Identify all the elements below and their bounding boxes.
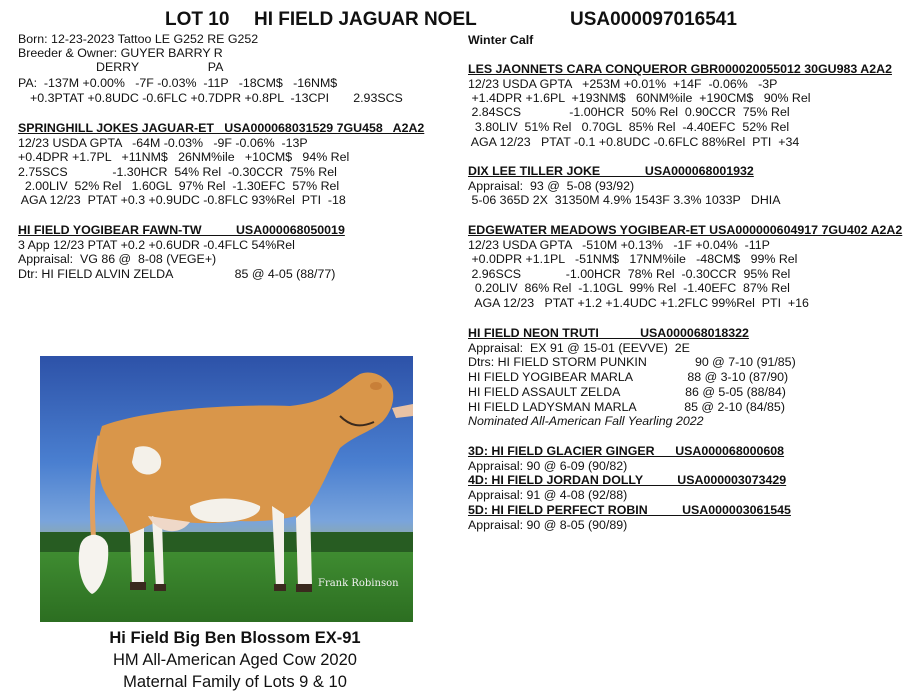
dam-line: Appraisal: VG 86 @ 8-08 (VEGE+) bbox=[18, 252, 217, 266]
fourth-dam-heading: 4D: HI FIELD JORDAN DOLLY USA000003073429 bbox=[468, 473, 787, 487]
paternal-grandsire-line: 12/23 USDA GPTA +253M +0.01% +14F -0.06% -3P bbox=[468, 77, 778, 91]
maternal-granddam-line: HI FIELD YOGIBEAR MARLA 88 @ 3-10 (87/90) bbox=[468, 370, 789, 384]
maternal-granddam-line: Appraisal: EX 91 @ 15-01 (EEVVE) 2E bbox=[468, 341, 690, 355]
cow-photo bbox=[40, 356, 413, 622]
class-label: Winter Calf bbox=[468, 33, 534, 47]
paternal-grandsire-line: AGA 12/23 PTAT -0.1 +0.8UDC -0.6FLC 88%Rel PTI +34 bbox=[468, 135, 800, 149]
pa-line-2: +0.3PTAT +0.8UDC -0.6FLC +0.7DPR +0.8PL -13CPI 2.93SCS bbox=[30, 91, 403, 105]
maternal-grandsire-heading: EDGEWATER MEADOWS YOGIBEAR-ET USA000000604917 7GU402 A2A2 bbox=[468, 223, 903, 237]
lot-number: LOT 10 bbox=[165, 9, 230, 30]
maternal-granddam-heading: HI FIELD NEON TRUTI USA000068018322 bbox=[468, 326, 749, 340]
maternal-granddam-line: HI FIELD ASSAULT ZELDA 86 @ 5-05 (88/84) bbox=[468, 385, 786, 399]
photo-caption-family: Maternal Family of Lots 9 & 10 bbox=[123, 673, 347, 691]
registration-number: USA000097016541 bbox=[570, 9, 737, 30]
maternal-granddam-line: HI FIELD LADYSMAN MARLA 85 @ 2-10 (84/85) bbox=[468, 400, 785, 414]
maternal-grandsire-line: +0.0DPR +1.1PL -51NM$ 17NM%ile -48CM$ 99% Rel bbox=[468, 252, 798, 266]
fourth-dam-appraisal: Appraisal: 91 @ 4-08 (92/88) bbox=[468, 488, 628, 502]
third-dam-heading: 3D: HI FIELD GLACIER GINGER USA000068000608 bbox=[468, 444, 785, 458]
pa-line-1: PA: -137M +0.00% -7F -0.03% -11P -18CM$ -16NM$ bbox=[18, 76, 338, 90]
sire-line: 2.75SCS -1.30HCR 54% Rel -0.30CCR 75% Rel bbox=[18, 165, 337, 179]
born-line: Born: 12-23-2023 Tattoo LE G252 RE G252 bbox=[18, 32, 259, 46]
maternal-grandsire-line: 2.96SCS -1.00HCR 78% Rel -0.30CCR 95% Rel bbox=[468, 267, 791, 281]
dam-heading: HI FIELD YOGIBEAR FAWN-TW USA000068050019 bbox=[18, 223, 345, 237]
paternal-granddam-heading: DIX LEE TILLER JOKE USA000068001932 bbox=[468, 164, 754, 178]
maternal-granddam-line: Dtrs: HI FIELD STORM PUNKIN 90 @ 7-10 (91/85) bbox=[468, 355, 796, 369]
photo-caption-award: HM All-American Aged Cow 2020 bbox=[113, 651, 357, 669]
paternal-grandsire-line: 3.80LIV 51% Rel 0.70GL 85% Rel -4.40EFC 52% Rel bbox=[468, 120, 790, 134]
paternal-grandsire-heading: LES JAONNETS CARA CONQUEROR GBR000020055012 30GU983 A2A2 bbox=[468, 62, 892, 76]
maternal-grandsire-line: 0.20LIV 86% Rel -1.10GL 99% Rel -1.40EFC 87% Rel bbox=[468, 281, 790, 295]
photo-caption-title: Hi Field Big Ben Blossom EX-91 bbox=[109, 629, 361, 647]
location-line: DERRY PA bbox=[96, 60, 224, 74]
paternal-grandsire-line: 2.84SCS -1.00HCR 50% Rel 0.90CCR 75% Rel bbox=[468, 105, 790, 119]
dam-line: 3 App 12/23 PTAT +0.2 +0.6UDR -0.4FLC 54%Rel bbox=[18, 238, 295, 252]
sire-line: 2.00LIV 52% Rel 1.60GL 97% Rel -1.30EFC 57% Rel bbox=[18, 179, 340, 193]
maternal-grandsire-line: AGA 12/23 PTAT +1.2 +1.4UDC +1.2FLC 99%Rel PTI +16 bbox=[468, 296, 809, 310]
fifth-dam-appraisal: Appraisal: 90 @ 8-05 (90/89) bbox=[468, 518, 628, 532]
sire-line: 12/23 USDA GPTA -64M -0.03% -9F -0.06% -13P bbox=[18, 136, 308, 150]
animal-name: HI FIELD JAGUAR NOEL bbox=[254, 9, 477, 30]
sire-line: +0.4DPR +1.7PL +11NM$ 26NM%ile +10CM$ 94% Rel bbox=[18, 150, 350, 164]
fifth-dam-heading: 5D: HI FIELD PERFECT ROBIN USA000003061545 bbox=[468, 503, 791, 517]
sire-heading: SPRINGHILL JOKES JAGUAR-ET USA000068031529 7GU458 A2A2 bbox=[18, 121, 425, 135]
maternal-grandsire-line: 12/23 USDA GPTA -510M +0.13% -1F +0.04% -11P bbox=[468, 238, 770, 252]
paternal-grandsire-line: +1.4DPR +1.6PL +193NM$ 60NM%ile +190CM$ 90% Rel bbox=[468, 91, 811, 105]
paternal-granddam-line: 5-06 365D 2X 31350M 4.9% 1543F 3.3% 1033P DHIA bbox=[468, 193, 781, 207]
dam-line: Dtr: HI FIELD ALVIN ZELDA 85 @ 4-05 (88/77) bbox=[18, 267, 336, 281]
paternal-granddam-line: Appraisal: 93 @ 5-08 (93/92) bbox=[468, 179, 635, 193]
third-dam-appraisal: Appraisal: 90 @ 6-09 (90/82) bbox=[468, 459, 628, 473]
nomination-note: Nominated All-American Fall Yearling 2022 bbox=[468, 414, 704, 428]
sire-line: AGA 12/23 PTAT +0.3 +0.9UDC -0.8FLC 93%Rel PTI -18 bbox=[18, 193, 346, 207]
photographer-signature: Frank Robinson bbox=[318, 578, 399, 589]
breeder-line: Breeder & Owner: GUYER BARRY R bbox=[18, 46, 223, 60]
